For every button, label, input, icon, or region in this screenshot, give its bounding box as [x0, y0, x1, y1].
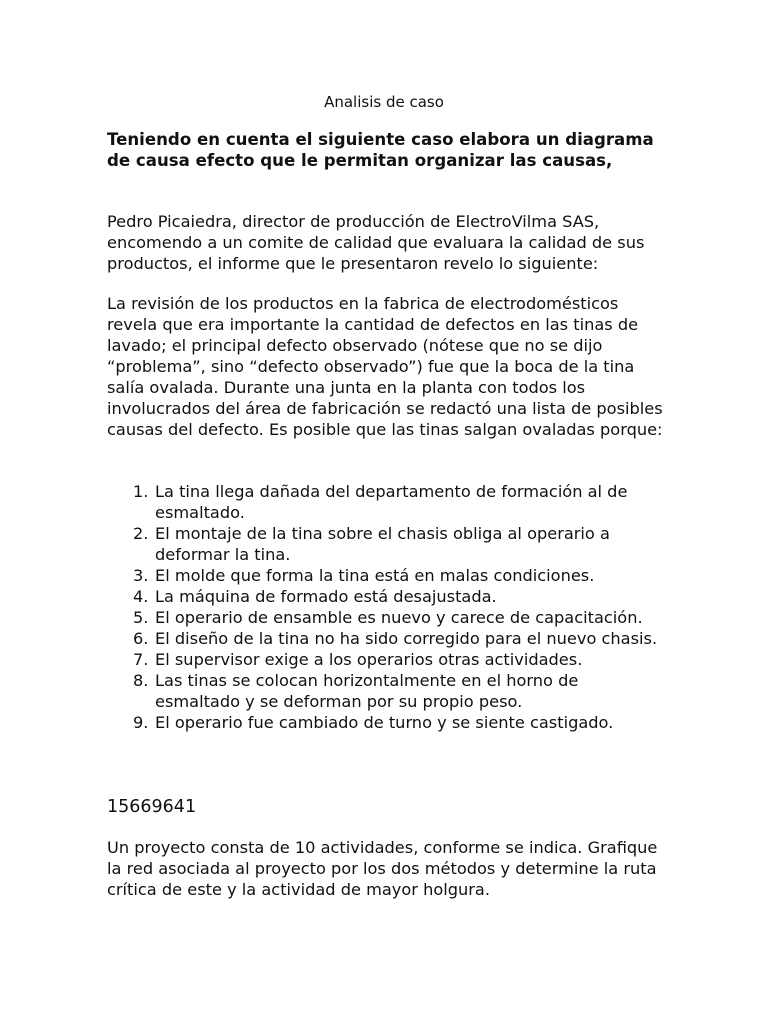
list-item-number: 8.: [133, 671, 149, 690]
list-item: [107, 481, 667, 523]
list-item-text: Las tinas se colocan horizontalmente en el horno de esmaltado y se deforman por su propio peso.: [155, 671, 579, 711]
list-item: [107, 523, 667, 565]
list-item: [107, 712, 667, 733]
list-item-number: 6.: [133, 629, 149, 648]
list-item-number: 5.: [133, 608, 149, 627]
instruction-heading: Teniendo en cuenta el siguiente caso elabora un diagrama de causa efecto que le permitan organizar las causas,: [107, 130, 654, 170]
list-item-text: El operario de ensamble es nuevo y carece de capacitación.: [155, 608, 643, 627]
list-item-text: El molde que forma la tina está en malas condiciones.: [155, 566, 595, 585]
list-item-text: El operario fue cambiado de turno y se siente castigado.: [155, 713, 614, 732]
list-item: [107, 565, 667, 586]
list-item-text: El diseño de la tina no ha sido corregido para el nuevo chasis.: [155, 629, 658, 648]
list-item-number: 4.: [133, 587, 149, 606]
list-item-number: 9.: [133, 713, 149, 732]
list-item: [107, 607, 667, 628]
list-item-text: La tina llega dañada del departamento de formación al de esmaltado.: [155, 482, 628, 522]
list-item-text: El supervisor exige a los operarios otras actividades.: [155, 650, 583, 669]
list-item-number: 1.: [133, 482, 149, 501]
document-code: 15669641: [107, 797, 197, 817]
list-item-number: 7.: [133, 650, 149, 669]
causes-list: [107, 481, 667, 733]
list-item: [107, 670, 667, 712]
list-item: [107, 649, 667, 670]
list-item-number: 3.: [133, 566, 149, 585]
list-item-text: La máquina de formado está desajustada.: [155, 587, 497, 606]
list-item-number: 2.: [133, 524, 149, 543]
list-item-text: El montaje de la tina sobre el chasis obliga al operario a deformar la tina.: [155, 524, 610, 564]
list-item: [107, 628, 667, 649]
case-report-paragraph: La revisión de los productos en la fabrica de electrodomésticos revela que era importante la cantidad de defectos en las tinas de lavado; el principal defecto observado (nótese que no se dijo “problema”, sino “defecto observado”) fue que la boca de la tina salía ovalada. Durante una junta en la planta con todos los involucrados del área de fabricación se redactó una lista de posibles causas del defecto. Es posible que las tinas salgan ovaladas porque:: [107, 294, 663, 439]
list-item: [107, 586, 667, 607]
document-title: Analisis de caso: [324, 93, 444, 111]
project-paragraph: Un proyecto consta de 10 actividades, conforme se indica. Grafique la red asociada al proyecto por los dos métodos y determine la ruta crítica de este y la actividad de mayor holgura.: [107, 838, 658, 899]
case-intro-paragraph: Pedro Picaiedra, director de producción de ElectroVilma SAS, encomendo a un comite de calidad que evaluara la calidad de sus productos, el informe que le presentaron revelo lo siguiente:: [107, 212, 645, 273]
